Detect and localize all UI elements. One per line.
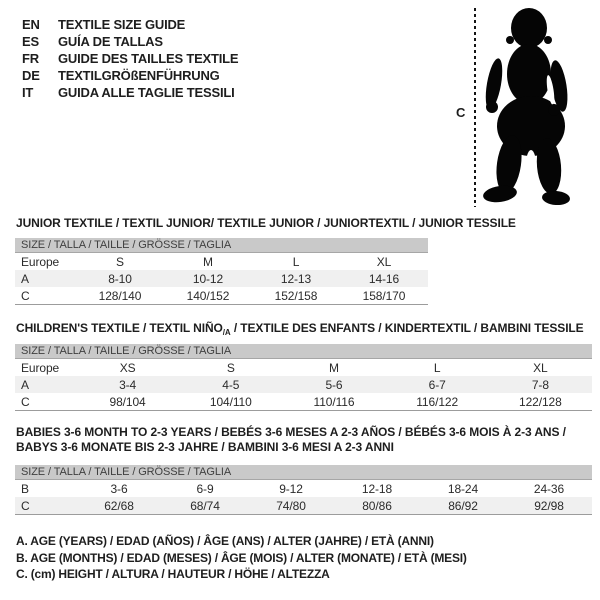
- table-row: [15, 287, 428, 305]
- size-value: M: [329, 360, 339, 375]
- size-value: 4-5: [222, 377, 240, 392]
- table-row: [15, 253, 428, 270]
- size-value: L: [292, 254, 300, 269]
- heading-line: BABIES 3-6 MONTH TO 2-3 YEARS / BEBÉS 3-6 MESES A 2-3 AÑOS / BÉBÉS 3-6 MOIS À 2-3 ANS /: [16, 425, 566, 439]
- language-code: DE: [22, 68, 40, 83]
- size-value: 104/110: [209, 394, 252, 409]
- size-value: 8-10: [108, 271, 132, 286]
- size-table-junior: [15, 238, 428, 305]
- language-code: ES: [22, 34, 39, 49]
- size-value: 86/92: [448, 498, 478, 513]
- baby-silhouette: [482, 4, 578, 210]
- size-value: 140/152: [186, 288, 230, 303]
- table-row: [15, 480, 592, 497]
- size-value: 122/128: [519, 394, 562, 409]
- list-item: [22, 16, 238, 33]
- language-code: IT: [22, 85, 34, 100]
- list-item: [22, 67, 238, 84]
- size-value: 12-13: [280, 271, 312, 286]
- size-value: XS: [119, 360, 136, 375]
- footnote-list: [16, 533, 467, 583]
- size-value: 110/116: [313, 394, 355, 409]
- table-row: [15, 497, 592, 515]
- language-label: TEXTILGRÖßENFÜHRUNG: [58, 68, 220, 83]
- size-value: 68/74: [190, 498, 220, 513]
- size-value: 92/98: [534, 498, 564, 513]
- table-row: [15, 393, 592, 411]
- size-value: L: [433, 360, 441, 375]
- heading-text: CHILDREN'S TEXTILE / TEXTIL NIÑO: [16, 321, 223, 335]
- size-table: [15, 253, 428, 305]
- size-value: 18-24: [447, 481, 479, 496]
- size-value: 152/158: [274, 288, 318, 303]
- language-code: EN: [22, 17, 40, 32]
- size-value: 3-4: [119, 377, 137, 392]
- section-heading-junior: JUNIOR TEXTILE / TEXTIL JUNIOR/ TEXTILE JUNIOR / JUNIORTEXTIL / JUNIOR TESSILE: [16, 216, 516, 230]
- size-value: 98/104: [109, 394, 146, 409]
- list-item: [22, 84, 238, 101]
- size-value: 116/122: [416, 394, 459, 409]
- size-value: 12-18: [361, 481, 393, 496]
- size-value: M: [203, 254, 213, 269]
- size-value: 62/68: [104, 498, 134, 513]
- size-value: 7-8: [531, 377, 549, 392]
- row-label: Europe: [21, 360, 60, 375]
- size-value: XL: [533, 360, 548, 375]
- footnote-c: C. (cm) HEIGHT / ALTURA / HAUTEUR / HÖHE / ALTEZZA: [16, 567, 330, 581]
- section-heading-babies: [16, 425, 566, 455]
- size-value: 74/80: [276, 498, 306, 513]
- height-marker-line: [474, 8, 476, 207]
- size-value: S: [116, 254, 124, 269]
- row-label: C: [21, 498, 30, 513]
- table-row: [15, 376, 592, 393]
- row-label: C: [21, 288, 30, 303]
- size-value: 10-12: [192, 271, 224, 286]
- size-header-bar: SIZE / TALLA / TAILLE / GRÖSSE / TAGLIA: [15, 238, 428, 253]
- row-label: C: [21, 394, 30, 409]
- language-label: GUIDE DES TAILLES TEXTILE: [58, 51, 239, 66]
- table-row: [15, 359, 592, 376]
- size-table-babies: [15, 465, 592, 515]
- heading-subscript: /A: [222, 328, 231, 337]
- height-marker-label: C: [456, 105, 466, 120]
- size-value: 5-6: [325, 377, 343, 392]
- list-item: [22, 50, 238, 67]
- row-label: Europe: [21, 254, 60, 269]
- size-value: 3-6: [110, 481, 128, 496]
- size-header-bar: SIZE / TALLA / TAILLE / GRÖSSE / TAGLIA: [15, 344, 592, 359]
- size-value: 80/86: [362, 498, 392, 513]
- heading-line: BABYS 3-6 MONATE BIS 2-3 JAHRE / BAMBINI 3-6 MESI A 2-3 ANNI: [16, 440, 394, 454]
- size-value: 14-16: [368, 271, 400, 286]
- row-label: A: [21, 377, 29, 392]
- size-table-children: [15, 344, 592, 411]
- size-table: [15, 480, 592, 515]
- size-value: 6-9: [196, 481, 214, 496]
- language-label: GUIDA ALLE TAGLIE TESSILI: [58, 85, 235, 100]
- section-heading-children: [16, 321, 584, 340]
- language-guide-list: [22, 16, 238, 101]
- size-value: 24-36: [533, 481, 565, 496]
- size-value: S: [226, 360, 235, 375]
- size-table: [15, 359, 592, 411]
- heading-text: / TEXTILE DES ENFANTS / KINDERTEXTIL / BAMBINI TESSILE: [230, 321, 584, 335]
- size-value: XL: [376, 254, 392, 269]
- footnote-b: B. AGE (MONTHS) / EDAD (MESES) / ÂGE (MOIS) / ALTER (MONATE) / ETÀ (MESI): [16, 550, 467, 565]
- size-value: 158/170: [362, 288, 406, 303]
- footnote-a: A. AGE (YEARS) / EDAD (AÑOS) / ÂGE (ANS) / ALTER (JAHRE) / ETÀ (ANNI): [16, 534, 434, 548]
- language-label: TEXTILE SIZE GUIDE: [58, 17, 186, 32]
- language-label: GUÍA DE TALLAS: [58, 34, 163, 49]
- size-value: 128/140: [98, 288, 142, 303]
- language-code: FR: [22, 51, 39, 66]
- size-value: 6-7: [428, 377, 446, 392]
- size-header-bar: SIZE / TALLA / TAILLE / GRÖSSE / TAGLIA: [15, 465, 592, 480]
- list-item: [22, 33, 238, 50]
- table-row: [15, 270, 428, 287]
- row-label: B: [21, 481, 29, 496]
- size-value: 9-12: [279, 481, 303, 496]
- row-label: A: [21, 271, 29, 286]
